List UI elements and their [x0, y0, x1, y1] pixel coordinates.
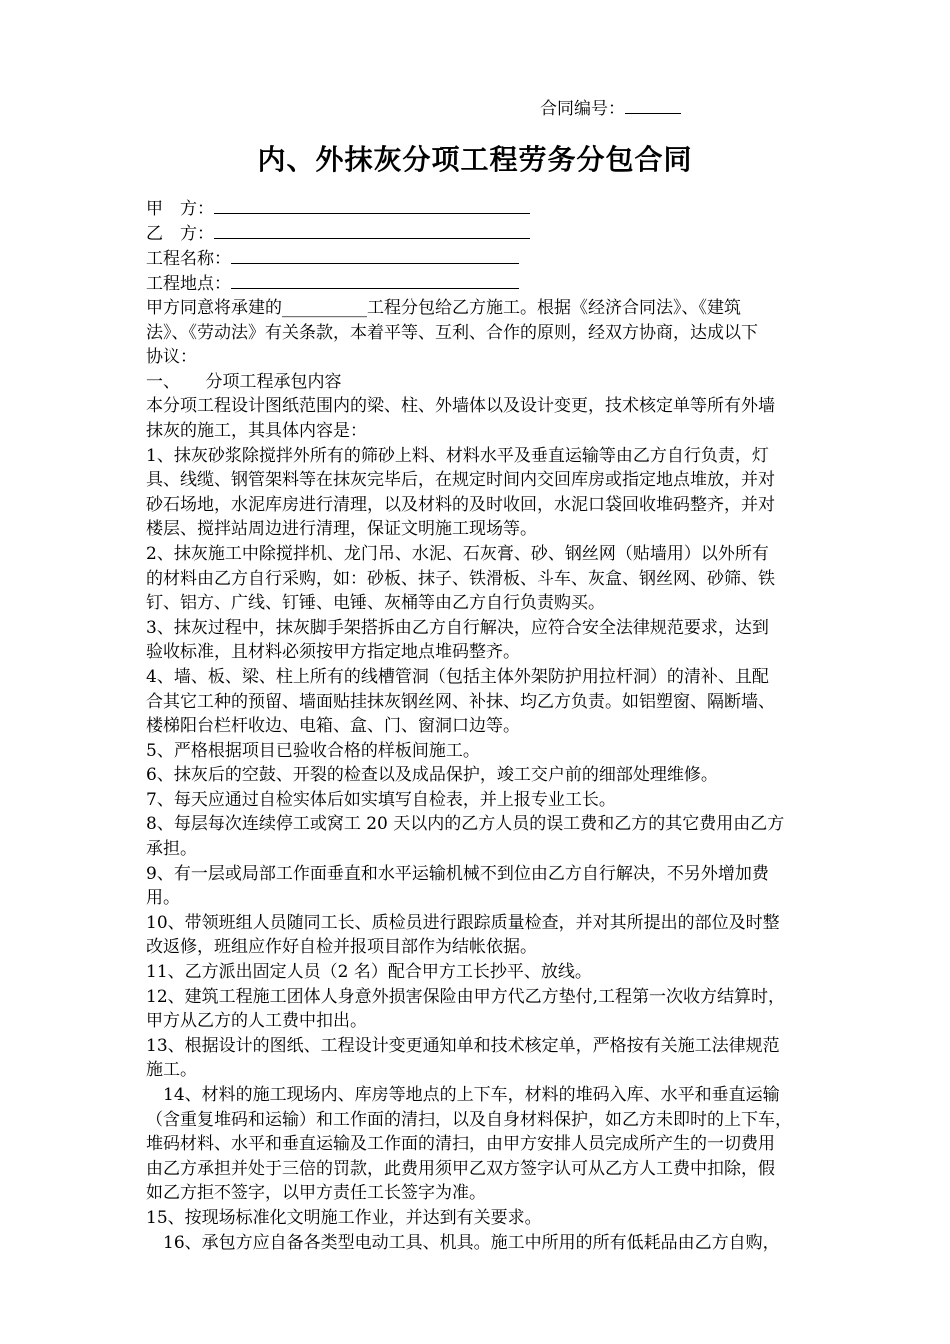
clause-line: 12、建筑工程施工团体人身意外损害保险由甲方代乙方垫付,工程第一次收方结算时， [146, 986, 786, 1007]
clause-line: 改返修，班组应作好自检并报项目部作为结帐依据。 [146, 937, 537, 958]
body-line: 甲方同意将承建的__________工程分包给乙方施工。根据《经济合同法》、《建筑 [146, 298, 741, 318]
clause-line: 7、每天应通过自检实体后如实填写自检表，并上报专业工长。 [146, 789, 616, 810]
contract-body [146, 296, 866, 1255]
clause-line: 的材料由乙方自行采购，如：砂板、抹子、铁滑板、斗车、灰盒、钢丝网、砂筛、铁 [146, 568, 775, 589]
contract-number-blank [625, 97, 681, 114]
body-line: 法》、《劳动法》有关条款，本着平等、互利、合作的原则，经双方协商，达成以下 [146, 322, 758, 343]
party-a-label: 甲 方： [146, 199, 214, 219]
clause-line: 承担。 [146, 839, 197, 860]
clause-line: 楼层、搅拌站周边进行清理，保证文明施工现场等。 [146, 519, 537, 540]
clause-line: 14、材料的施工现场内、库房等地点的上下车，材料的堆码入库、水平和垂直运输 [146, 1085, 780, 1105]
clause-line: 施工。 [146, 1060, 197, 1081]
clause-line: 楼梯阳台栏杆收边、电箱、盒、门、窗洞口边等。 [146, 716, 520, 737]
clause-line: 甲方从乙方的人工费中扣出。 [146, 1011, 367, 1032]
clause-line: 具、线缆、钢管架料等在抹灰完毕后，在规定时间内交回库房或指定地点堆放，并对 [146, 470, 775, 491]
party-a-line [146, 197, 530, 222]
body-line: 协议： [146, 347, 197, 368]
page-title: 内、外抹灰分项工程劳务分包合同 [257, 143, 693, 176]
clause-line: 6、抹灰后的空鼓、开裂的检查以及成品保护，竣工交户前的细部处理维修。 [146, 765, 718, 786]
body-line: 抹灰的施工，其具体内容是： [146, 420, 367, 441]
party-b-label: 乙 方： [146, 224, 214, 244]
project-location-blank [231, 272, 519, 289]
clause-line: 4、墙、板、梁、柱上所有的线槽管洞（包括主体外架防护用拉杆洞）的清补、且配 [146, 666, 769, 687]
clause-line: 钉、铝方、广线、钉锤、电锤、灰桶等由乙方自行负责购买。 [146, 593, 605, 614]
clause-line: 砂石场地，水泥库房进行清理，以及材料的及时收回，水泥口袋回收堆码整齐，并对 [146, 494, 775, 515]
project-name-blank [231, 247, 519, 264]
project-location-label: 工程地点： [146, 274, 231, 294]
project-name-line [146, 247, 519, 272]
clause-line: 8、每层每次连续停工或窝工 20 天以内的乙方人员的误工费和乙方的其它费用由乙方 [146, 814, 785, 835]
party-a-blank [214, 197, 530, 214]
clause-line: 由乙方承担并处于三倍的罚款，此费用须甲乙双方签字认可从乙方人工费中扣除，假 [146, 1158, 775, 1179]
clause-line: 15、按现场标准化文明施工作业，并达到有关要求。 [146, 1207, 542, 1228]
party-b-blank [214, 222, 530, 239]
clause-line: 16、承包方应自备各类型电动工具、机具。施工中所用的所有低耗品由乙方自购， [146, 1232, 780, 1253]
clause-line: 10、带领班组人员随同工长、质检员进行跟踪质量检查，并对其所提出的部位及时整 [146, 912, 780, 933]
clause-line: 如乙方拒不签字，以甲方责任工长签字为准。 [146, 1183, 486, 1204]
section-heading: 一、 分项工程承包内容 [146, 371, 342, 392]
project-name-label: 工程名称： [146, 249, 231, 269]
contract-number [540, 97, 681, 122]
clause-line: 11、乙方派出固定人员（2 名）配合甲方工长抄平、放线。 [146, 962, 592, 983]
clause-line: 验收标准，且材料必须按甲方指定地点堆码整齐。 [146, 642, 520, 663]
clause-line: （含重复堆码和运输）和工作面的清扫，以及自身材料保护，如乙方未即时的上下车， [146, 1109, 792, 1130]
project-location-line [146, 272, 519, 297]
clause-line: 合其它工种的预留、墙面贴挂抹灰钢丝网、补抹、均乙方负责。如铝塑窗、隔断墙、 [146, 691, 775, 712]
clause-line: 5、严格根据项目已验收合格的样板间施工。 [146, 740, 480, 761]
clause-line: 1、抹灰砂浆除搅拌外所有的筛砂上料、材料水平及垂直运输等由乙方自行负责，灯 [146, 445, 769, 466]
clause-line: 13、根据设计的图纸、工程设计变更通知单和技术核定单，严格按有关施工法律规范 [146, 1035, 780, 1056]
clause-line: 堆码材料、水平和垂直运输及工作面的清扫，由甲方安排人员完成所产生的一切费用 [146, 1134, 775, 1155]
party-b-line [146, 222, 530, 247]
clause-line: 用。 [146, 888, 180, 909]
clause-line: 3、抹灰过程中，抹灰脚手架搭拆由乙方自行解决，应符合安全法律规范要求，达到 [146, 617, 769, 638]
clause-line: 2、抹灰施工中除搅拌机、龙门吊、水泥、石灰膏、砂、钢丝网（贴墙用）以外所有 [146, 543, 769, 564]
clause-line: 9、有一层或局部工作面垂直和水平运输机械不到位由乙方自行解决，不另外增加费 [146, 863, 769, 884]
contract-number-label: 合同编号： [540, 99, 625, 119]
body-line: 本分项工程设计图纸范围内的梁、柱、外墙体以及设计变更，技术核定单等所有外墙 [146, 396, 775, 417]
